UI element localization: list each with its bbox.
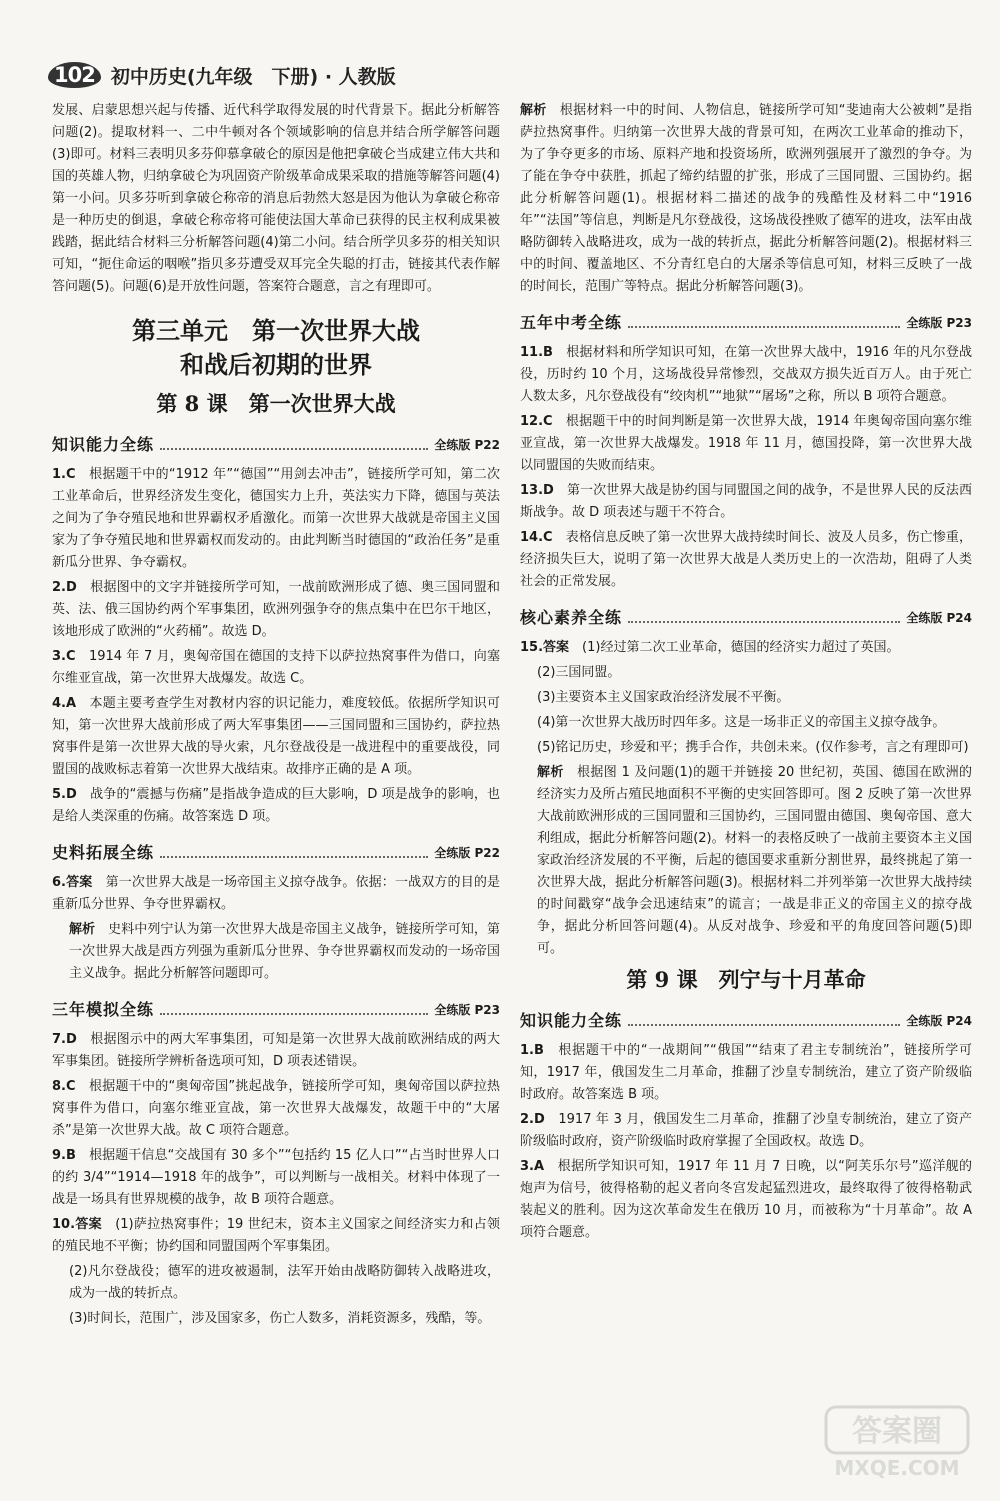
answer-item	[520, 411, 972, 477]
watermark-logo	[822, 1403, 972, 1483]
item-number: 1.B	[520, 1043, 544, 1058]
answer-item	[520, 342, 972, 408]
section-title: 三年模拟全练	[52, 1000, 155, 1019]
answer-item	[520, 1109, 972, 1153]
left-column	[52, 100, 500, 1333]
analysis-label: 解析	[69, 922, 96, 937]
item-text: 表格信息反映了第一次世界大战持续时间长、波及人员多，伤亡惨重，经济损失巨大，说明了第一次世界大战是人类历史上的一次浩劫，阻碍了人类社会的正常发展。	[520, 530, 972, 589]
answer-item	[52, 1214, 500, 1258]
item-text: (1)萨拉热窝事件；19 世纪末，资本主义国家之间经济实力和占领的殖民地不平衡；协约国和同盟国两个军事集团。	[52, 1217, 500, 1254]
dotted-divider	[160, 1013, 428, 1015]
section-ref: 全练版 P23	[906, 316, 972, 330]
watermark-icon	[822, 1403, 972, 1483]
section-header-hexin	[520, 603, 972, 629]
section-title: 核心素养全练	[520, 608, 623, 627]
item-text: 根据题干中的“奥匈帝国”挑起战争，链接所学可知，奥匈帝国以萨拉热窝事件为借口，向塞尔维亚宣战，第一次世界大战爆发，故题干中的“大屠杀”是第一次世界大战。故 C 项符合题意。	[52, 1079, 500, 1138]
watermark-text-top: 答案圈	[852, 1414, 942, 1449]
item-number: 15.答案	[520, 640, 570, 655]
dotted-divider	[628, 326, 900, 328]
item-number: 6.答案	[52, 875, 93, 890]
unit-title	[52, 314, 500, 382]
item-number: 2.D	[520, 1112, 545, 1127]
watermark-text-bottom: MXQE.COM	[834, 1456, 960, 1480]
analysis-item	[520, 762, 972, 960]
analysis-text: 根据材料一中的时间、人物信息，链接所学可知“斐迪南大公被刺”是指萨拉热窝事件。归纳第一次世界大战的背景可知，在两次工业革命的推动下，为了争夺更多的市场、原料产地和投资场所，欧洲列强展开了激烈的争夺。为了能在争夺中获胜，抓起了缔约结盟的扩张，形成了三国同盟、三国协约。据此分析解答问题(1)。根据材料二描述的战争的残酷性及材料二中“1916 年”“法国”等信息，判断是凡尔登战役，这场战役挫败了德军的进攻，法军由战略防御转入战略进攻，成为一战的转折点，据此分析解答问题(2)。根据材料三中的时间、覆盖地区、不分青红皂白的大屠杀等信息可知，材料三反映了一战的时间长，范围广等特点。据此分析解答问题(3)。	[520, 103, 972, 294]
section-title: 史料拓展全练	[52, 843, 155, 862]
item-number: 9.B	[52, 1148, 76, 1163]
item-number: 8.C	[52, 1079, 76, 1094]
answer-item	[520, 527, 972, 593]
item-number: 12.C	[520, 414, 553, 429]
unit-title-line-2: 和战后初期的世界	[180, 350, 372, 379]
dotted-divider	[628, 1024, 900, 1026]
analysis-label: 解析	[537, 765, 564, 780]
answer-item	[520, 480, 972, 524]
answer-subitem: (2)三国同盟。	[537, 665, 621, 680]
analysis-item	[520, 100, 972, 298]
item-number: 3.A	[520, 1159, 545, 1174]
item-text: 根据题干信息“交战国有 30 多个”“包括约 15 亿人口”“占当时世界人口的约 3/4”“1914—1918 年的战争”，可以判断与一战相关。材料中体现了一战是一场具有世界规模的战争，故 B 项符合题意。	[52, 1148, 500, 1207]
item-number: 1.C	[52, 467, 76, 482]
section-header-shiliao	[52, 838, 500, 864]
section-ref: 全练版 P24	[906, 611, 972, 625]
section-ref: 全练版 P23	[434, 1003, 500, 1017]
analysis-label: 解析	[520, 103, 547, 118]
item-text: 根据题干中的时间判断是第一次世界大战，1914 年奥匈帝国向塞尔维亚宣战，第一次世界大战爆发。1918 年 11 月，德国投降，第一次世界大战以同盟国的失败而结束。	[520, 414, 972, 473]
item-text: 1917 年 3 月，俄国发生二月革命，推翻了沙皇专制统治，建立了资产阶级临时政府，资产阶级临时政府掌握了全国政权。故选 D。	[520, 1112, 972, 1149]
section-title: 知识能力全练	[52, 435, 155, 454]
unit-title-line-1: 第三单元 第一次世界大战	[132, 316, 420, 345]
lesson-8-title: 第 8 课 第一次世界大战	[156, 391, 396, 416]
answer-item	[52, 577, 500, 643]
item-number: 4.A	[52, 696, 77, 711]
item-text: (1)经过第二次工业革命，德国的经济实力超过了英国。	[569, 640, 900, 655]
answer-subitem: (3)时间长，范围广，涉及国家多，伤亡人数多，消耗资源多，残酷，等。	[69, 1311, 491, 1326]
answer-item	[52, 784, 500, 828]
answer-item	[520, 637, 972, 659]
item-text: 根据题干中的“1912 年”“德国”“用剑去冲击”，链接所学可知，第二次工业革命后，世界经济发生变化，德国实力上升，英法实力下降，德国与英法之间为了争夺殖民地和世界霸权矛盾激化。而第一次世界大战就是帝国主义国家为了争夺殖民地和世界霸权而发动的。由此判断当时德国的“政治任务”是重新瓜分世界、争夺霸权。	[52, 467, 500, 570]
section-header-sannian	[52, 995, 500, 1021]
answer-subitem: (5)铭记历史，珍爱和平；携手合作，共创未来。(仅作参考，言之有理即可)	[537, 740, 969, 755]
item-text: 第一次世界大战是一场帝国主义掠夺战争。依据：一战双方的目的是重新瓜分世界、争夺世界霸权。	[52, 875, 500, 912]
analysis-text: 根据图 1 及问题(1)的题干并链接 20 世纪初，英国、德国在欧洲的经济实力及所占殖民地面积不平衡的史实回答即可。图 2 反映了第一次世界大战前欧洲形成的三国同盟和三国协约，三国同盟由德国、奥匈帝国、意大利组成，据此分析解答问题(2)。材料一的表格反映了一战前主要资本主义国家政治经济发展的不平衡，后起的德国要求重新分割世界，最终挑起了第一次世界大战，据此分析解答问题(3)。根据材料二并列举第一次世界大战持续的时间戳穿“战争会迅速结束”的谎言；一战是非正义的帝国主义的掠夺战争，据此分析回答问题(4)。从反对战争、珍爱和平的角度回答问题(5)即可。	[537, 765, 972, 956]
section-title: 知识能力全练	[520, 1011, 623, 1030]
item-text: 战争的“震撼与伤痛”是指战争造成的巨大影响，D 项是战争的影响，也是给人类深重的伤痛。故答案选 D 项。	[52, 787, 500, 824]
book-title: 初中历史(九年级 下册) · 人教版	[110, 65, 396, 88]
analysis-text: 史料中列宁认为第一次世界大战是帝国主义战争，链接所学可知，第一次世界大战是西方列强为重新瓜分世界、争夺世界霸权而发动的一场帝国主义战争。据此分析解答问题即可。	[69, 922, 500, 981]
answer-item	[520, 1156, 972, 1244]
answer-item	[52, 464, 500, 574]
item-number: 2.D	[52, 580, 77, 595]
page-number: 102	[48, 62, 101, 88]
item-text: 1914 年 7 月，奥匈帝国在德国的支持下以萨拉热窝事件为借口，向塞尔维亚宣战，第一次世界大战爆发。故选 C。	[52, 649, 500, 686]
item-text: 根据所学知识可知，1917 年 11 月 7 日晚，以“阿芙乐尔号”巡洋舰的炮声为信号，彼得格勒的起义者向冬宫发起猛烈进攻，最终取得了彼得格勒武装起义的胜利。因为这次革命发生在俄历 10 月，而被称为“十月革命”。故 A 项符合题意。	[520, 1159, 972, 1240]
item-text: 根据题干中的“一战期间”“俄国”“结束了君主专制统治”，链接所学可知，1917 年，俄国发生二月革命，推翻了沙皇专制统治，建立了资产阶级临时政府。故答案选 B 项。	[520, 1043, 972, 1102]
item-number: 5.D	[52, 787, 77, 802]
item-number: 7.D	[52, 1032, 77, 1047]
dotted-divider	[160, 856, 428, 858]
lesson-9-title: 第 9 课 列宁与十月革命	[626, 967, 866, 992]
item-number: 10.答案	[52, 1217, 102, 1232]
page-header	[48, 58, 396, 92]
dotted-divider	[160, 448, 428, 450]
item-text: 第一次世界大战是协约国与同盟国之间的战争，不是世界人民的反法西斯战争。故 D 项表述与题干不符合。	[520, 483, 972, 520]
continued-analysis: 发展、启蒙思想兴起与传播、近代科学取得发展的时代背景下。据此分析解答问题(2)。提取材料一、二中牛顿对各个领域影响的信息并结合所学解答问题(3)即可。材料三表明贝多芬仰慕拿破仑的原因是他把拿破仑当成建立伟大共和国的英雄人物，归纳拿破仑为巩固资产阶级革命成果采取的措施等解答问题(4)第一小问。贝多芬听到拿破仑称帝的消息后勃然大怒是因为他认为拿破仑称帝是一种历史的倒退，拿破仑称帝将可能使法国大革命已获得的民主权利成果被践踏，据此结合材料三分析解答问题(4)第二小问。结合所学贝多芬的相关知识可知，“扼住命运的咽喉”指贝多芬遭受双耳完全失聪的打击，链接其代表作解答问题(5)。问题(6)是开放性问题，答案符合题意，言之有理即可。	[52, 103, 500, 294]
section-header-knowledge-2	[520, 1006, 972, 1032]
section-header-knowledge	[52, 430, 500, 456]
section-header-wunian	[520, 308, 972, 334]
item-number: 13.D	[520, 483, 554, 498]
item-text: 根据材料和所学知识可知，在第一次世界大战中，1916 年的凡尔登战役，历时约 10 个月，这场战役异常惨烈，交战双方损失近百万人。由于死亡人数太多，凡尔登战役有“绞肉机”“地狱”“屠场”之称，所以 B 项符合题意。	[520, 345, 972, 404]
item-number: 3.C	[52, 649, 76, 664]
answer-subitem: (3)主要资本主义国家政治经济发展不平衡。	[537, 690, 790, 705]
item-number: 14.C	[520, 530, 553, 545]
analysis-item	[52, 919, 500, 985]
answer-item	[520, 1040, 972, 1106]
section-title: 五年中考全练	[520, 313, 623, 332]
answer-item	[52, 1145, 500, 1211]
answer-item	[52, 646, 500, 690]
answer-item	[52, 693, 500, 781]
answer-subitem: (4)第一次世界大战历时四年多。这是一场非正义的帝国主义掠夺战争。	[537, 715, 946, 730]
answer-subitem: (2)凡尔登战役；德军的进攻被遏制，法军开始由战略防御转入战略进攻，成为一战的转折点。	[69, 1264, 500, 1301]
dotted-divider	[628, 621, 900, 623]
item-text: 根据图示中的两大军事集团，可知是第一次世界大战前欧洲结成的两大军事集团。链接所学辨析备选项可知，D 项表述错误。	[52, 1032, 500, 1069]
section-ref: 全练版 P22	[434, 438, 500, 452]
answer-item	[52, 872, 500, 916]
right-column	[520, 100, 972, 1247]
section-ref: 全练版 P22	[434, 846, 500, 860]
section-ref: 全练版 P24	[906, 1014, 972, 1028]
answer-item	[52, 1076, 500, 1142]
item-text: 根据图中的文字并链接所学可知，一战前欧洲形成了德、奥三国同盟和英、法、俄三国协约两个军事集团，欧洲列强争夺的焦点集中在巴尔干地区，该地形成了欧洲的“火药桶”。故选 D。	[52, 580, 500, 639]
item-text: 本题主要考查学生对教材内容的识记能力，难度较低。依据所学知识可知，第一次世界大战前形成了两大军事集团——三国同盟和三国协约，萨拉热窝事件是第一次世界大战的导火索，凡尔登战役是一战进程中的重要战役，同盟国的战败标志着第一次世界大战结束。故排序正确的是 A 项。	[52, 696, 500, 777]
answer-item	[52, 1029, 500, 1073]
item-number: 11.B	[520, 345, 553, 360]
